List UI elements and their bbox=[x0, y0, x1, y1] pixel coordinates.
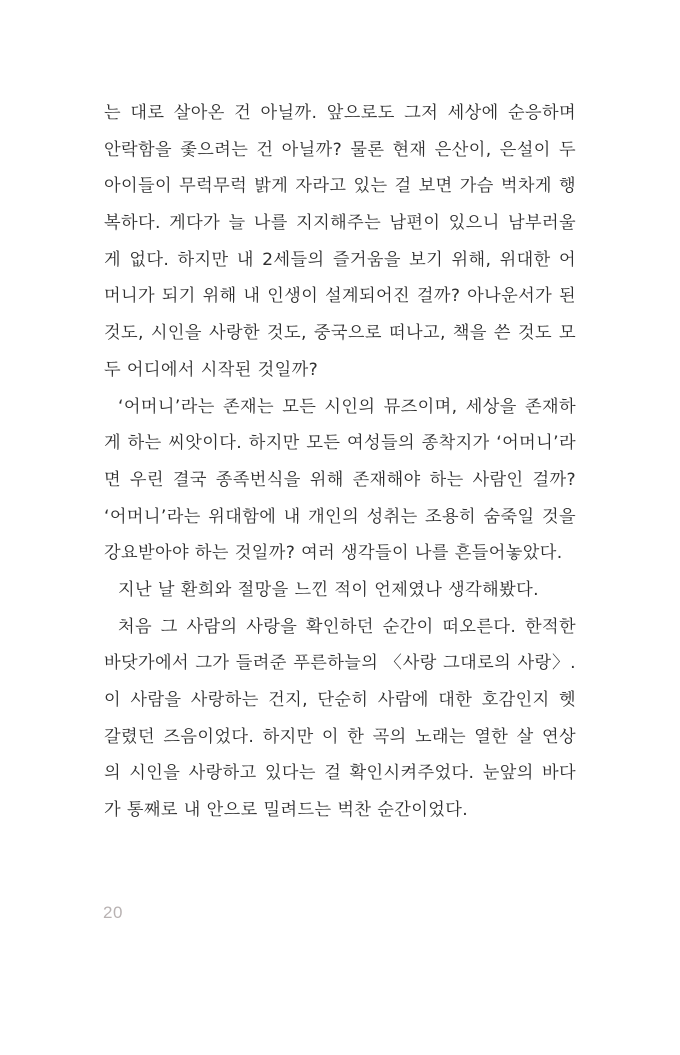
paragraph-1 bbox=[104, 95, 576, 389]
text-line: 지난 날 환희와 절망을 느낀 적이 언제였나 생각해봤다. bbox=[118, 579, 539, 600]
text-line: 는 대로 살아온 건 아닐까. 앞으로도 그저 세상에 순응하며 bbox=[104, 103, 576, 123]
paragraph-2 bbox=[104, 389, 576, 572]
body-text bbox=[104, 95, 576, 829]
text-line: 강요받아야 하는 것일까? 여러 생각들이 나를 흔들어놓았다. bbox=[104, 543, 563, 564]
text-line: 두 어디에서 시작된 것일까? bbox=[104, 359, 319, 380]
paragraph-4 bbox=[104, 609, 576, 829]
text-line: ‘어머니’라는 존재는 모든 시인의 뮤즈이며, 세상을 존재하 bbox=[118, 396, 576, 417]
text-line: 면 우린 결국 종족번식을 위해 존재해야 하는 사람인 걸까? bbox=[104, 469, 576, 490]
text-line: 것도, 시인을 사랑한 것도, 중국으로 떠나고, 책을 쓴 것도 모 bbox=[104, 323, 576, 344]
page-number: 20 bbox=[103, 903, 123, 922]
text-line: 가 통째로 내 안으로 밀려드는 벅찬 순간이었다. bbox=[104, 800, 469, 821]
text-line: 처음 그 사람의 사랑을 확인하던 순간이 떠오른다. 한적한 bbox=[118, 616, 576, 637]
text-line: 바닷가에서 그가 들려준 푸른하늘의 〈사랑 그대로의 사랑〉. bbox=[104, 653, 576, 674]
text-line: 아이들이 무럭무럭 밝게 자라고 있는 걸 보면 가슴 벅차게 행 bbox=[104, 176, 576, 197]
text-line: 안락함을 좇으려는 건 아닐까? 물론 현재 은산이, 은설이 두 bbox=[104, 139, 576, 160]
text-line: 갈렸던 즈음이었다. 하지만 이 한 곡의 노래는 열한 살 연상 bbox=[104, 726, 576, 747]
text-line: 복하다. 게다가 늘 나를 지지해주는 남편이 있으니 남부러울 bbox=[104, 213, 576, 234]
paragraph-3 bbox=[104, 572, 576, 609]
text-line: 게 없다. 하지만 내 2세들의 즐거움을 보기 위해, 위대한 어 bbox=[104, 249, 576, 270]
text-line: 머니가 되기 위해 내 인생이 설계되어진 걸까? 아나운서가 된 bbox=[104, 286, 576, 307]
text-line: 의 시인을 사랑하고 있다는 걸 확인시켜주었다. 눈앞의 바다 bbox=[104, 763, 576, 784]
text-line: 이 사람을 사랑하는 건지, 단순히 사람에 대한 호감인지 헷 bbox=[104, 690, 576, 710]
text-line: ‘어머니’라는 위대함에 내 개인의 성취는 조용히 숨죽일 것을 bbox=[104, 506, 576, 527]
text-line: 게 하는 씨앗이다. 하지만 모든 여성들의 종착지가 ‘어머니’라 bbox=[104, 433, 576, 454]
